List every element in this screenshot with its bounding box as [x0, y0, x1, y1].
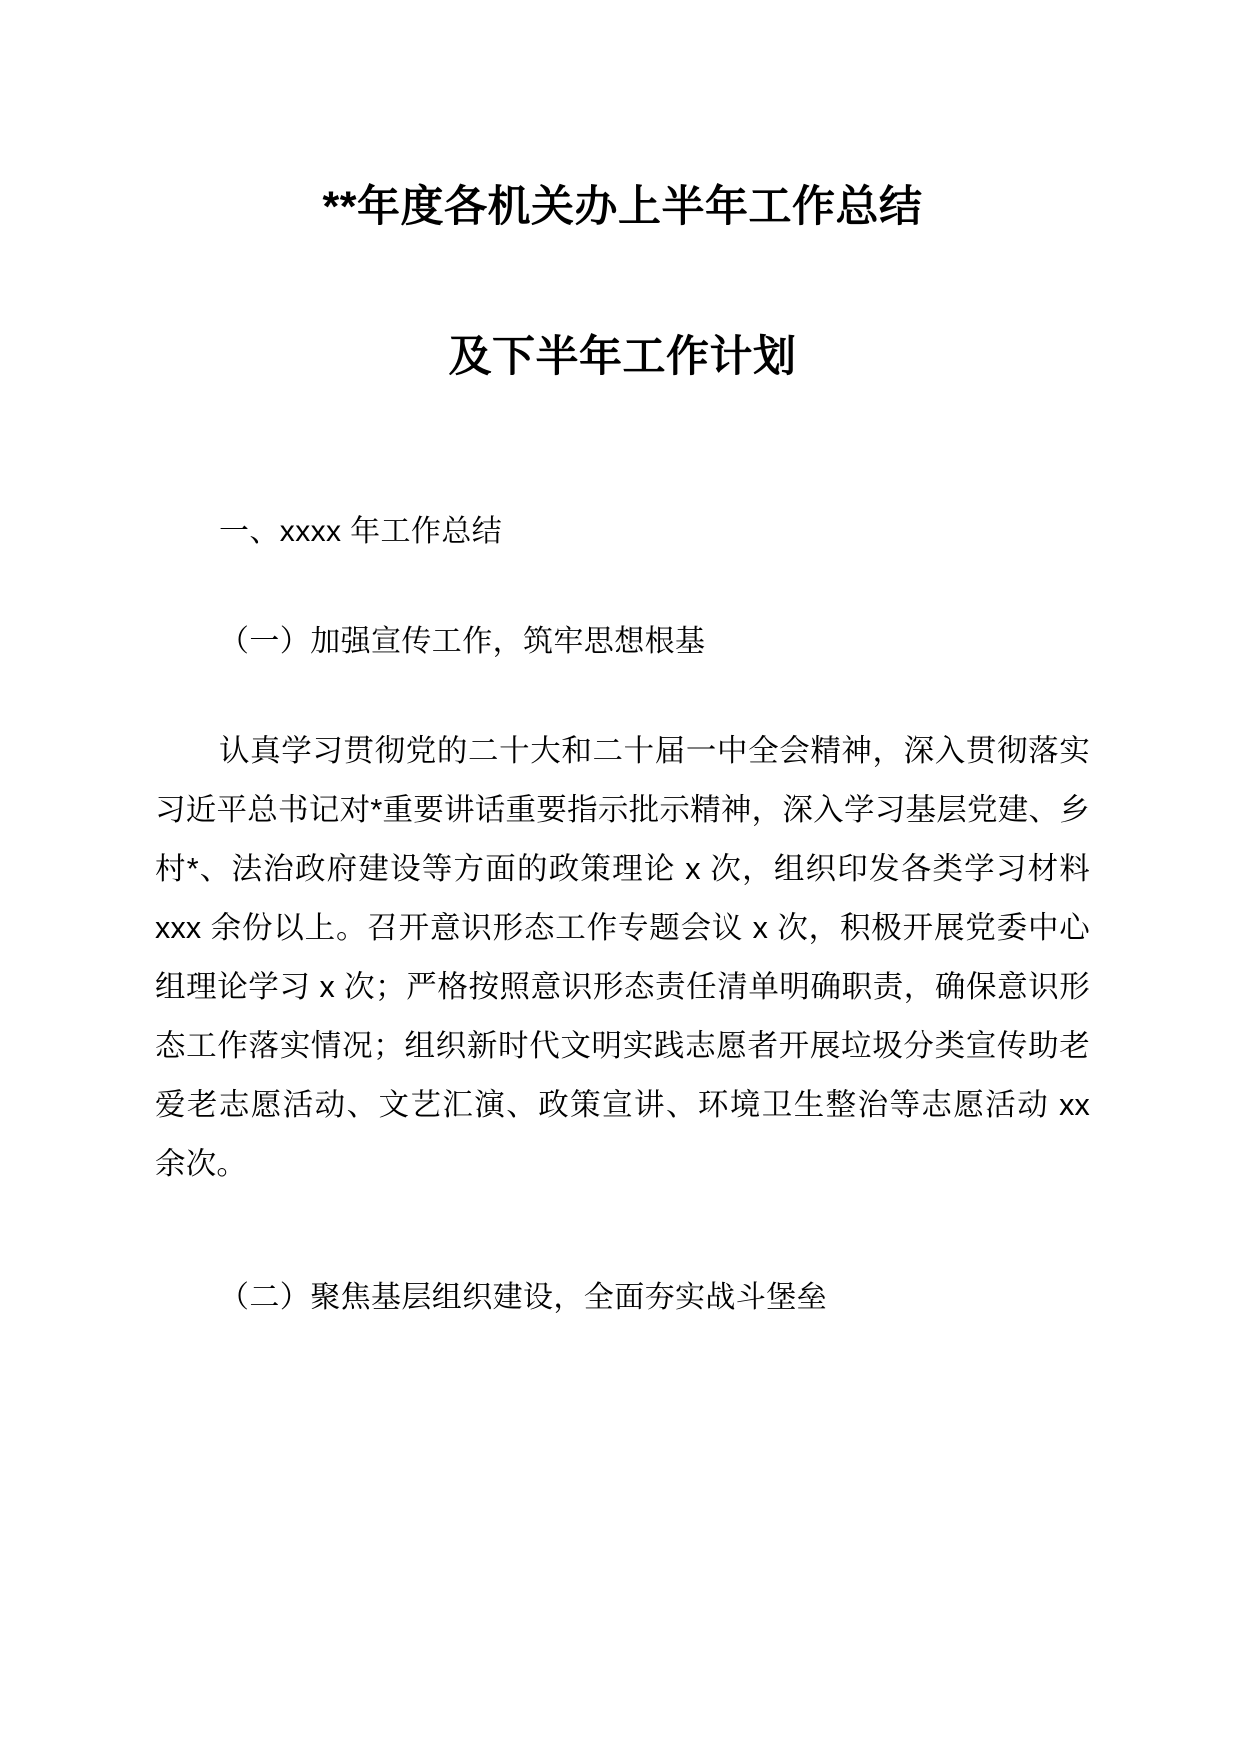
subsection-heading-1-1: （一）加强宣传工作，筑牢思想根基 [219, 625, 706, 659]
body-paragraph-1-1: 认真学习贯彻党的二十大和二十届一中全会精神，深入贯彻落实习近平总书记对*重要讲话重要指示批示精神，深入学习基层党建、乡村*、法治政府建设等方面的政策理论 x 次，组织印发各类学习材料 xxx 余份以上。召开意识形态工作专题会议 x 次，积极开展党委中心组理论学习 x 次；严格按照意识形态责任清单明确职责，确保意识形态工作落实情况；组织新时代文明实践志愿者开展垃圾分类宣传助老爱老志愿活动、文艺汇演、政策宣讲、环境卫生整治等志愿活动 xx 余次。 [155, 734, 1090, 1182]
document-title-line-2: 及下半年工作计划 [448, 333, 797, 382]
subsection-heading-1-2: （二）聚焦基层组织建设，全面夯实战斗堡垒 [219, 1281, 827, 1315]
document-title-line-1: **年度各机关办上半年工作总结 [322, 183, 923, 231]
section-heading-1: 一、xxxx 年工作总结 [219, 515, 503, 549]
